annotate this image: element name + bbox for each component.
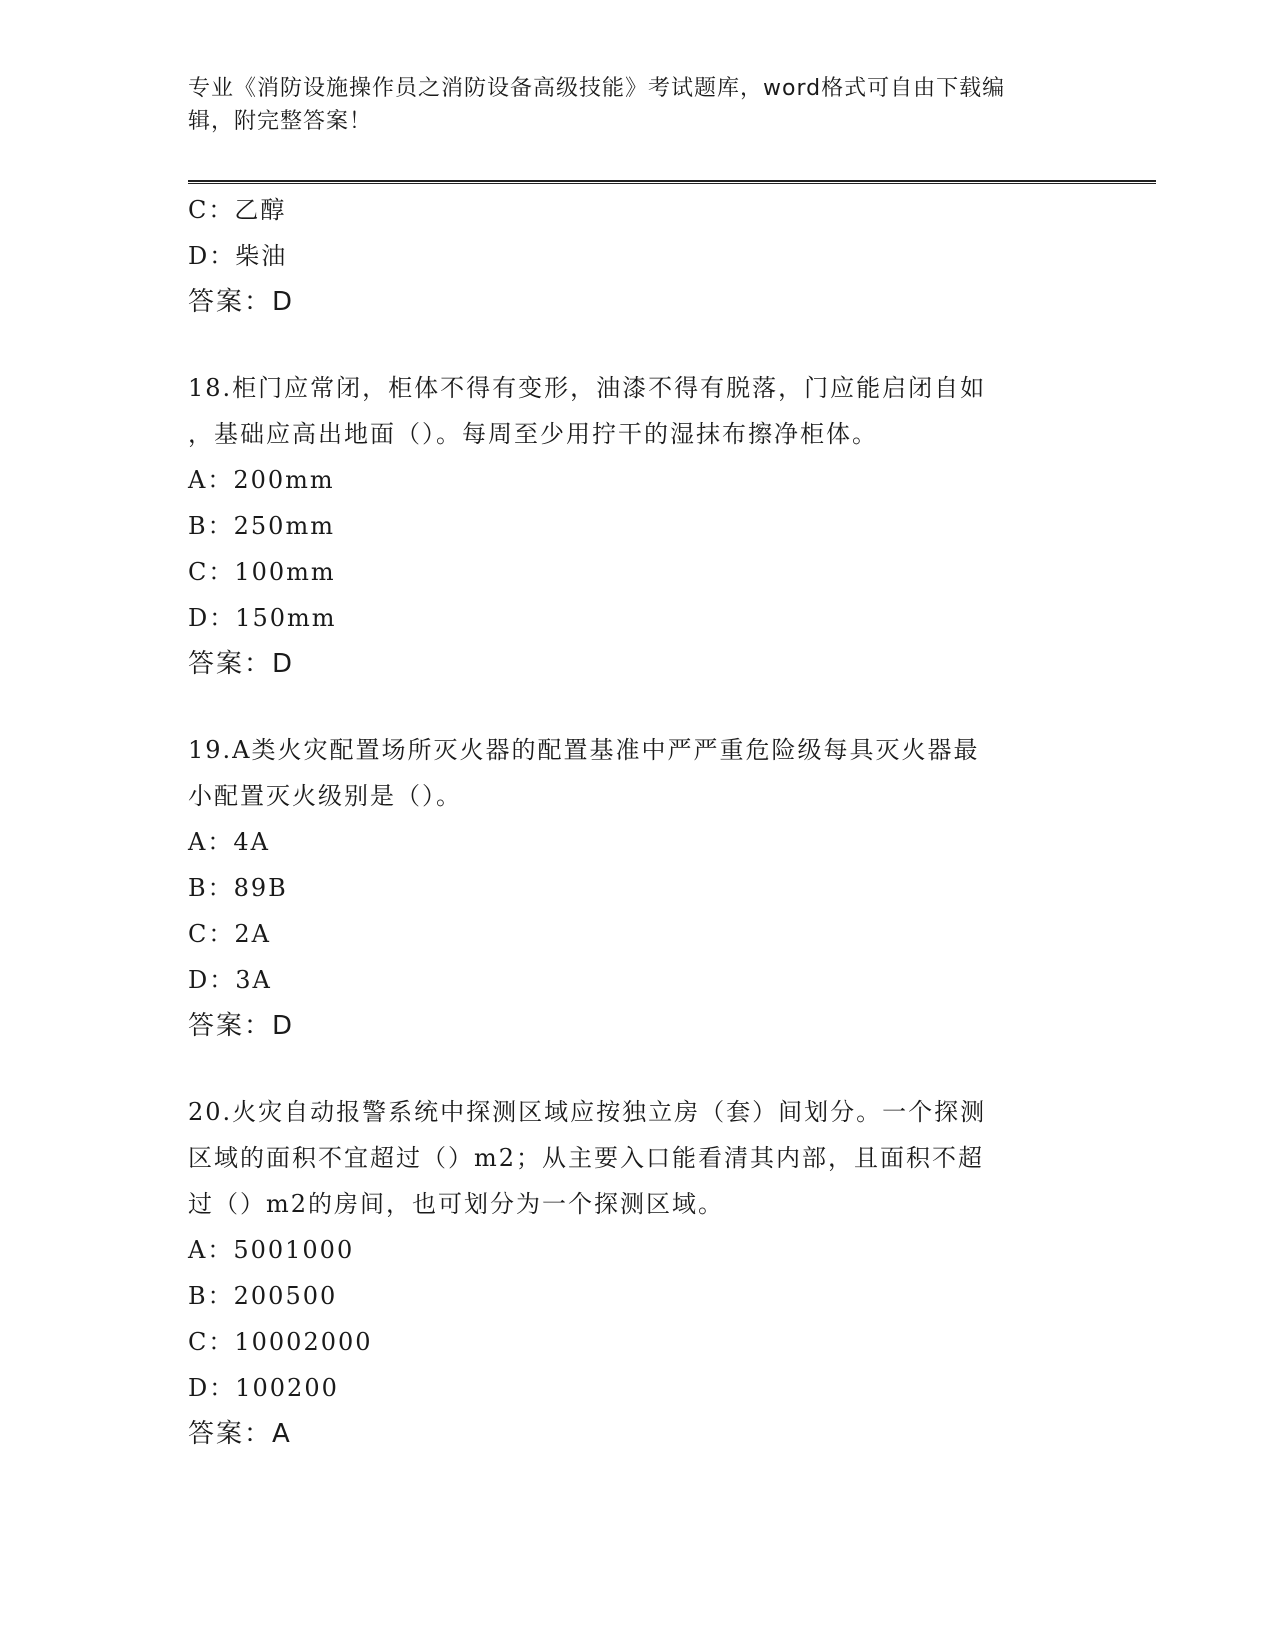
question-19 (188, 727, 1088, 1049)
page-header (188, 72, 1068, 138)
answer-line: 答案：D (188, 287, 295, 317)
answer-line: 答案：D (188, 1011, 295, 1041)
question-text-line: 过（）m2的房间，也可划分为一个探测区域。 (188, 1190, 725, 1218)
question-text-line: 区域的面积不宜超过（）m2；从主要入口能看清其内部，且面积不超 (188, 1144, 985, 1172)
option-b: B：250mm (188, 512, 335, 540)
answer-line: 答案：A (188, 1419, 292, 1449)
option-d: D：柴油 (188, 242, 288, 270)
question-18 (188, 365, 1088, 687)
question-17-tail (188, 187, 1088, 325)
header-divider (188, 180, 1156, 184)
header-line-2: 辑，附完整答案！ (188, 109, 373, 134)
option-a: A：5001000 (188, 1236, 355, 1264)
option-b: B：200500 (188, 1282, 338, 1310)
option-d: D：3A (188, 966, 272, 994)
option-a: A：200mm (188, 466, 335, 494)
option-c: C：100mm (188, 558, 336, 586)
question-list (188, 187, 1088, 1457)
question-text-line: 19.A类火灾配置场所灭火器的配置基准中严严重危险级每具灭火器最 (188, 736, 980, 764)
option-d: D：100200 (188, 1374, 339, 1402)
question-text-line: 小配置灭火级别是（）。 (188, 782, 462, 810)
option-c: C：2A (188, 920, 271, 948)
option-c: C：乙醇 (188, 196, 287, 224)
question-text-line: 18.柜门应常闭，柜体不得有变形，油漆不得有脱落，门应能启闭自如 (188, 374, 987, 402)
answer-line: 答案：D (188, 649, 295, 679)
header-line-1: 专业《消防设施操作员之消防设备高级技能》考试题库，word格式可自由下载编 (188, 76, 1006, 101)
option-d: D：150mm (188, 604, 337, 632)
option-c: C：10002000 (188, 1328, 373, 1356)
question-text-line: 20.火灾自动报警系统中探测区域应按独立房（套）间划分。一个探测 (188, 1098, 987, 1126)
question-text-line: ，基础应高出地面（）。每周至少用拧干的湿抹布擦净柜体。 (188, 420, 878, 448)
question-20 (188, 1089, 1088, 1457)
option-b: B：89B (188, 874, 288, 902)
option-a: A：4A (188, 828, 270, 856)
